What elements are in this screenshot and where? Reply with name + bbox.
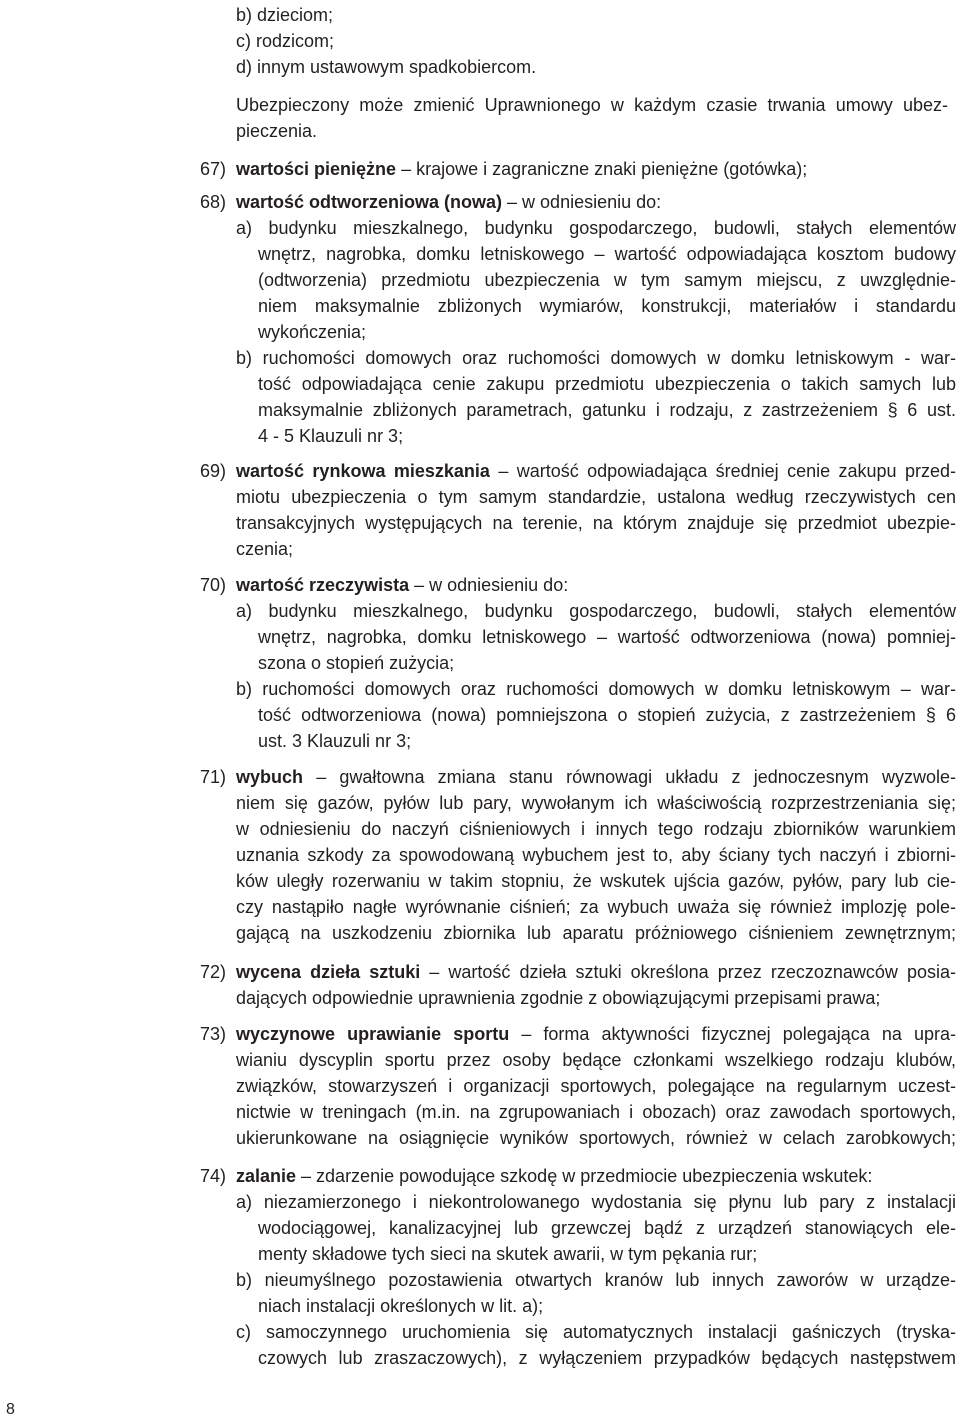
definition-line: wartość odtworzeniowa (nowa) – w odniesieniu do:: [236, 192, 662, 212]
definition-number: 72): [200, 962, 227, 982]
definition-line: czenia;: [236, 539, 294, 559]
definition-line: wianiu dyscyplin sportu przez osoby będące członkami wszelkiego rodzaju klubów,: [236, 1050, 956, 1070]
sub-item-line: tość odpowiadająca cenie zakupu przedmiotu ubezpieczenia o takich samych lub: [258, 374, 956, 394]
sub-item-line: 4 - 5 Klauzuli nr 3;: [258, 426, 404, 446]
sub-item-line: b) ruchomości domowych oraz ruchomości domowych w domku letniskowym - war-: [236, 348, 956, 368]
definition-line: ków uległy rozerwaniu w takim stopniu, że wskutek ujścia gazów, pyłów, pary lub cie-: [236, 871, 956, 891]
definition-number: 69): [200, 461, 227, 481]
paragraph-line: pieczenia.: [236, 121, 318, 141]
definition-term: wycena dzieła sztuki: [236, 962, 421, 982]
definition-line: zalanie – zdarzenie powodujące szkodę w przedmiocie ubezpieczenia wskutek:: [236, 1166, 873, 1186]
definition-line: w odniesieniu do naczyń ciśnieniowych i innych tego rodzaju zbiorników warunkiem: [236, 819, 956, 839]
definition-line: gającą na uszkodzeniu zbiornika lub aparatu próżniowego ciśnieniem zewnętrznym;: [236, 923, 956, 943]
definition-line: wartość rynkowa mieszkania – wartość odpowiadająca średniej cenie zakupu przed-: [236, 461, 956, 481]
sub-item-line: niach instalacji określonych w lit. a);: [258, 1296, 544, 1316]
definition-number: 70): [200, 575, 227, 595]
definition-term: wartość rzeczywista: [236, 575, 410, 595]
list-item: d) innym ustawowym spadkobiercom.: [236, 57, 537, 77]
definition-term: wybuch: [236, 767, 304, 787]
list-item: c) rodzicom;: [236, 31, 335, 51]
definition-line: związków, stowarzyszeń i organizacji sportowych, polegające na regularnym uczest-: [236, 1076, 956, 1096]
list-item: b) dzieciom;: [236, 5, 334, 25]
definition-number: 74): [200, 1166, 227, 1186]
sub-item-line: wnętrz, nagrobka, domku letniskowego – wartość odpowiadająca kosztom budowy: [258, 244, 956, 264]
definition-number: 73): [200, 1024, 227, 1044]
definition-line: transakcyjnych występujących na terenie, na którym znajduje się przedmiot ubezpie-: [236, 513, 956, 533]
sub-item-line: wnętrz, nagrobka, domku letniskowego – wartość odtworzeniowa (nowa) pomniej-: [258, 627, 956, 647]
sub-item-line: a) budynku mieszkalnego, budynku gospodarczego, budowli, stałych elementów: [236, 601, 956, 621]
definition-line: dających odpowiednie uprawnienia zgodnie z obowiązującymi przepisami prawa;: [236, 988, 881, 1008]
definition-line: miotu ubezpieczenia o tym samym standardzie, ustalona według rzeczywistych cen: [236, 487, 956, 507]
definition-number: 68): [200, 192, 227, 212]
sub-item-line: a) budynku mieszkalnego, budynku gospodarczego, budowli, stałych elementów: [236, 218, 956, 238]
definition-number: 71): [200, 767, 227, 787]
sub-item-line: ust. 3 Klauzuli nr 3;: [258, 731, 412, 751]
paragraph-line: Ubezpieczony może zmienić Uprawnionego w każdym czasie trwania umowy ubez-: [236, 95, 948, 115]
definition-term: wyczynowe uprawianie sportu: [236, 1024, 510, 1044]
definition-line: wybuch – gwałtowna zmiana stanu równowagi układu z jednoczesnym wyzwole-: [236, 767, 956, 787]
definition-line: ukierunkowane na osiągnięcie wyników sportowych, również w celach zarobkowych;: [236, 1128, 956, 1148]
sub-item-line: menty składowe tych sieci na skutek awarii, w tym pękania rur;: [258, 1244, 758, 1264]
definition-number: 67): [200, 159, 227, 179]
definition-line: wartości pieniężne – krajowe i zagraniczne znaki pieniężne (gotówka);: [236, 159, 808, 179]
definition-line: niem się gazów, pyłów lub pary, wywołanym ich właściwością rozprzestrzeniania się;: [236, 793, 956, 813]
sub-item-line: wodociągowej, kanalizacyjnej lub grzewczej bądź z urządzeń stanowiących ele-: [258, 1218, 956, 1238]
definition-term: zalanie: [236, 1166, 297, 1186]
sub-item-line: niem maksymalnie zbliżonych wymiarów, konstrukcji, materiałów i standardu: [258, 296, 956, 316]
page-number: 8: [6, 1401, 15, 1418]
definition-line: uznania szkody za spowodowaną wybuchem jest to, aby ściany tych naczyń i zbiorni-: [236, 845, 956, 865]
sub-item-line: wykończenia;: [258, 322, 367, 342]
definition-line: wartość rzeczywista – w odniesieniu do:: [236, 575, 569, 595]
sub-item-line: c) samoczynnego uruchomienia się automatycznych instalacji gaśniczych (tryska-: [236, 1322, 956, 1342]
sub-item-line: tość odtworzeniowa (nowa) pomniejszona o stopień zużycia, z zastrzeżeniem § 6: [258, 705, 956, 725]
definition-term: wartość rynkowa mieszkania: [236, 461, 490, 481]
definition-line: wycena dzieła sztuki – wartość dzieła sztuki określona przez rzeczoznawców posia-: [236, 962, 956, 982]
sub-item-line: b) nieumyślnego pozostawienia otwartych kranów lub innych zaworów w urządze-: [236, 1270, 956, 1290]
sub-item-line: a) niezamierzonego i niekontrolowanego wydostania się płynu lub pary z instalacji: [236, 1192, 956, 1212]
sub-item-line: czowych lub zraszaczowych), z wyłączeniem przypadków będących następstwem: [258, 1348, 956, 1368]
sub-item-line: szona o stopień zużycia;: [258, 653, 455, 673]
definition-term: wartości pieniężne: [236, 159, 397, 179]
definition-term: wartość odtworzeniowa (nowa): [236, 192, 503, 212]
sub-item-line: maksymalnie zbliżonych parametrach, gatunku i rodzaju, z zastrzeżeniem § 6 ust.: [258, 400, 956, 420]
definition-line: czy nastąpiło nagłe wyrównanie ciśnień; za wybuch uważa się również implozję pole-: [236, 897, 956, 917]
sub-item-line: (odtworzenia) przedmiotu ubezpieczenia w tym samym miejscu, z uwzględnie-: [258, 270, 956, 290]
definition-line: nictwie w treningach (m.in. na zgrupowaniach i obozach) oraz zawodach sportowych,: [236, 1102, 956, 1122]
sub-item-line: b) ruchomości domowych oraz ruchomości domowych w domku letniskowym – war-: [236, 679, 956, 699]
definition-line: wyczynowe uprawianie sportu – forma aktywności fizycznej polegająca na upra-: [236, 1024, 957, 1044]
